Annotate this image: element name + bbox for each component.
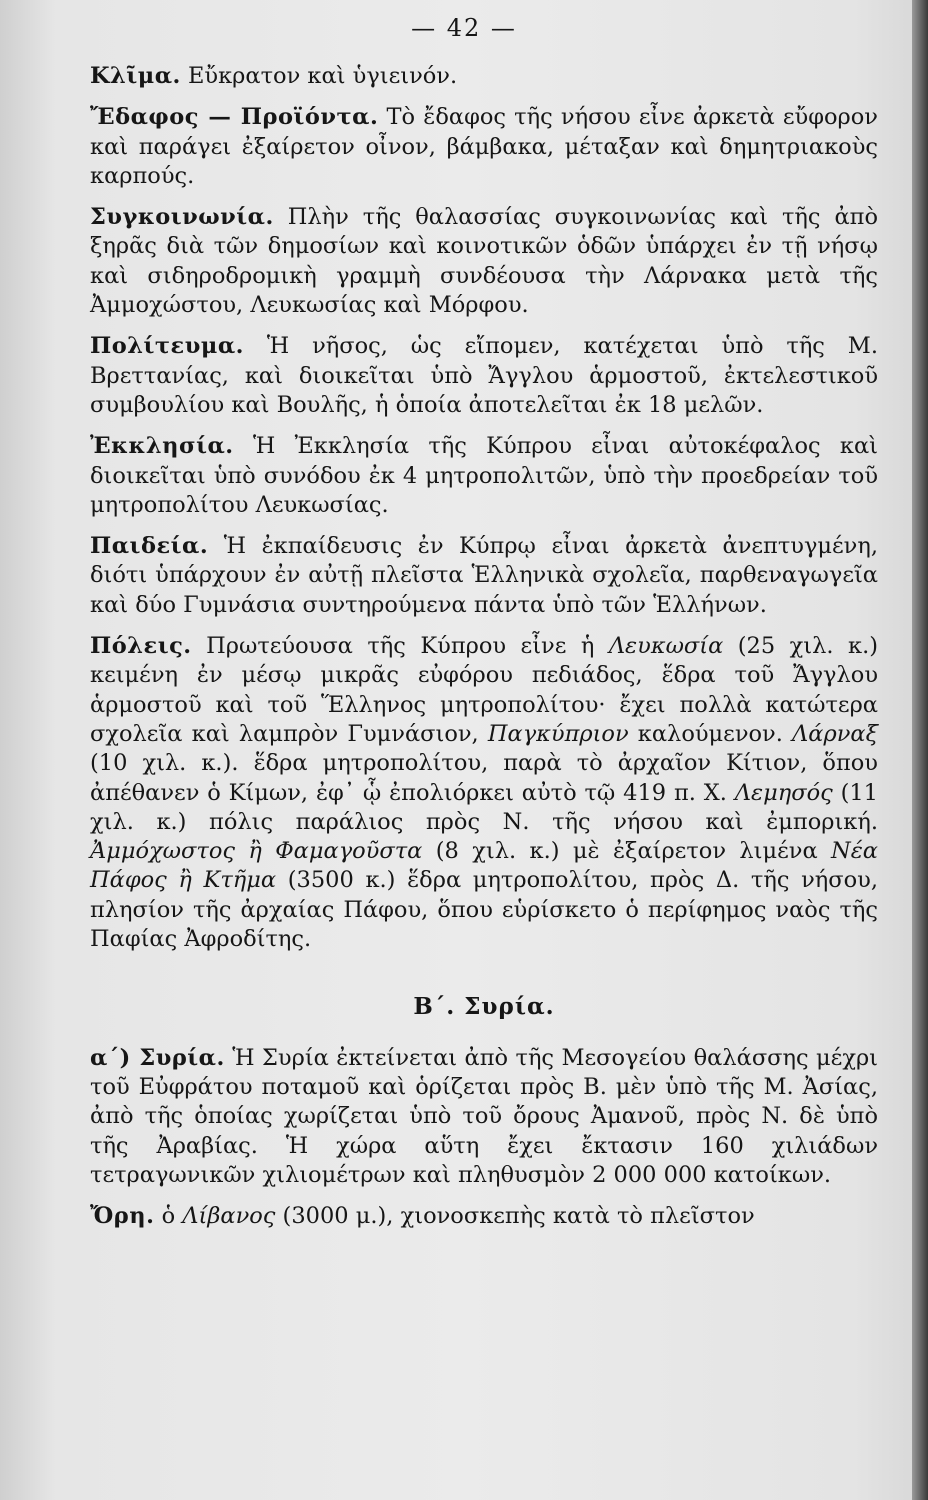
- paragraph-lead: Πόλεις.: [90, 633, 192, 660]
- paragraph-text: (3000 μ.), χιονοσκεπὴς κατὰ τὸ πλεῖστον: [275, 1203, 755, 1230]
- city-name: Λευκωσία: [608, 633, 724, 660]
- paragraph-lead: Πολίτευμα.: [90, 333, 244, 360]
- paragraph-edafos: [90, 103, 878, 191]
- city-name: Ἀμμόχωστος ἢ Φαμαγοῦστα: [90, 838, 423, 865]
- paragraph-poleis: [90, 632, 878, 954]
- paragraph-body: Εὔκρατον καὶ ὑγιεινόν.: [180, 63, 458, 89]
- paragraph-politeuma: [90, 332, 878, 420]
- paragraph-text: ὁ: [154, 1203, 183, 1230]
- mountain-name: Λίβανος: [182, 1203, 276, 1230]
- paragraph-lead: Ἐκκλησία.: [90, 433, 234, 460]
- section-heading: Β΄. Συρία.: [413, 993, 555, 1021]
- paragraph-lead: α΄) Συρία.: [90, 1044, 225, 1071]
- city-name: Λάρναξ: [792, 720, 878, 747]
- paragraph-body: Ἡ ἐκπαίδευσις ἐν Κύπρῳ εἶναι ἀρκετὰ ἀνεπτυγμένη, διότι ὑπάρχουν ἐν αὐτῇ πλεῖστα Ἑλληνικὰ σχολεῖα, παρθεναγωγεῖα καὶ δύο Γυμνάσια συντηρούμενα πάντα ὑπὸ τῶν Ἑλλήνων.: [90, 533, 878, 618]
- paragraph-klima: [90, 62, 878, 91]
- paragraph-sygkoinonia: [90, 203, 878, 320]
- paragraph-text: καλούμενον.: [628, 720, 793, 747]
- page-edge-shadow: [912, 0, 928, 1500]
- paragraph-syria: [90, 1044, 878, 1190]
- school-name: Παγκύπριον: [487, 720, 629, 747]
- city-name: Λεμησός: [734, 779, 833, 806]
- city-name: Νέα Πάφος ἢ Κτῆμα: [90, 838, 878, 894]
- paragraph-body: Ἡ Ἐκκλησία τῆς Κύπρου εἶναι αὐτοκέφαλος καὶ διοικεῖται ὑπὸ συνόδου ἐκ 4 μητροπολιτῶν, ὑπὸ τὴν προεδρείαν τοῦ μητροπολίτου Λευκωσίας.: [90, 433, 878, 518]
- paragraph-body: Τὸ ἔδαφος τῆς νήσου εἶνε ἀρκετὰ εὔφορον καὶ παράγει ἐξαίρετον οἶνον, βάμβακα, μέταξαν καὶ δημητριακοὺς καρπούς.: [90, 104, 878, 189]
- paragraph-text: Πρωτεύουσα τῆς Κύπρου εἶνε ἡ: [191, 633, 609, 660]
- paragraph-ekklisia: [90, 432, 878, 520]
- paragraph-ori: [90, 1202, 878, 1231]
- paragraph-lead: Ἔδαφος — Προϊόντα.: [90, 104, 379, 131]
- paragraph-lead: Κλῖμα.: [90, 63, 181, 89]
- paragraph-text: (8 χιλ. κ.) μὲ ἐξαίρετον λιμένα: [422, 838, 832, 865]
- paragraph-text: (10 χιλ. κ.). ἕδρα μητροπολίτου, παρὰ τὸ ἀρχαῖον Κίτιον, ὅπου ἀπέθανεν ὁ Κίμων, ἐφ᾽ ᾧ ἐπολιόρκει αὐτὸ τῷ 419 π. Χ.: [90, 750, 878, 806]
- page-number: — 42 —: [411, 14, 517, 42]
- paragraph-text: (11 χιλ. κ.) πόλις παράλιος πρὸς Ν. τῆς νήσου καὶ ἐμπορική.: [90, 779, 878, 835]
- paragraph-text: (25 χιλ. κ.) κειμένη ἐν μέσῳ μικρᾶς εὐφόρου πεδιάδος, ἕδρα τοῦ Ἄγγλου ἁρμοστοῦ καὶ τοῦ Ἕλληνος μητροπολίτου· ἔχει πολλὰ κατώτερα σχολεῖα καὶ λαμπρὸν Γυμνάσιον,: [90, 633, 878, 747]
- paragraph-lead: Παιδεία.: [90, 533, 209, 560]
- paragraph-lead: Ὄρη.: [90, 1203, 155, 1230]
- paragraph-body: Πλὴν τῆς θαλασσίας συγκοινωνίας καὶ τῆς ἀπὸ ξηρᾶς διὰ τῶν δημοσίων καὶ κοινοτικῶν ὁδῶν ὑπάρχει ἐν τῇ νήσῳ καὶ σιδηροδρομικὴ γραμμὴ συνδέουσα τὴν Λάρνακα μετὰ τῆς Ἀμμοχώστου, Λευκωσίας καὶ Μόρφου.: [90, 204, 878, 319]
- paragraph-body: Ἡ Συρία ἐκτείνεται ἀπὸ τῆς Μεσογείου θαλάσσης μέχρι τοῦ Εὐφράτου ποταμοῦ καὶ ὁρίζεται πρὸς Β. μὲν ὑπὸ τῆς Μ. Ἀσίας, ἀπὸ τῆς ὁποίας χωρίζεται ὑπὸ τοῦ ὄρους Ἀμανοῦ, πρὸς Ν. δὲ ὑπὸ τῆς Ἀραβίας. Ἡ χώρα αὕτη ἔχει ἔκτασιν 160 χιλιάδων τετραγωνικῶν χιλιομέτρων καὶ πληθυσμὸν 2 000 000 κατοίκων.: [90, 1044, 879, 1188]
- paragraph-lead: Συγκοινωνία.: [90, 204, 274, 231]
- paragraph-body: Ἡ νῆσος, ὡς εἴπομεν, κατέχεται ὑπὸ τῆς Μ. Βρεττανίας, καὶ διοικεῖται ὑπὸ Ἄγγλου ἁρμοστοῦ, ἐκτελεστικοῦ συμβουλίου καὶ Βουλῆς, ἡ ὁποία ἀποτελεῖται ἐκ 18 μελῶν.: [90, 333, 878, 418]
- main-text: [90, 62, 878, 1243]
- paragraph-text: (3500 κ.) ἕδρα μητροπολίτου, πρὸς Δ. τῆς νήσου, πλησίον τῆς ἀρχαίας Πάφου, ὅπου εὑρίσκετο ὁ περίφημος ναὸς τῆς Παφίας Ἀφροδίτης.: [90, 867, 878, 953]
- paragraph-paideia: [90, 532, 878, 620]
